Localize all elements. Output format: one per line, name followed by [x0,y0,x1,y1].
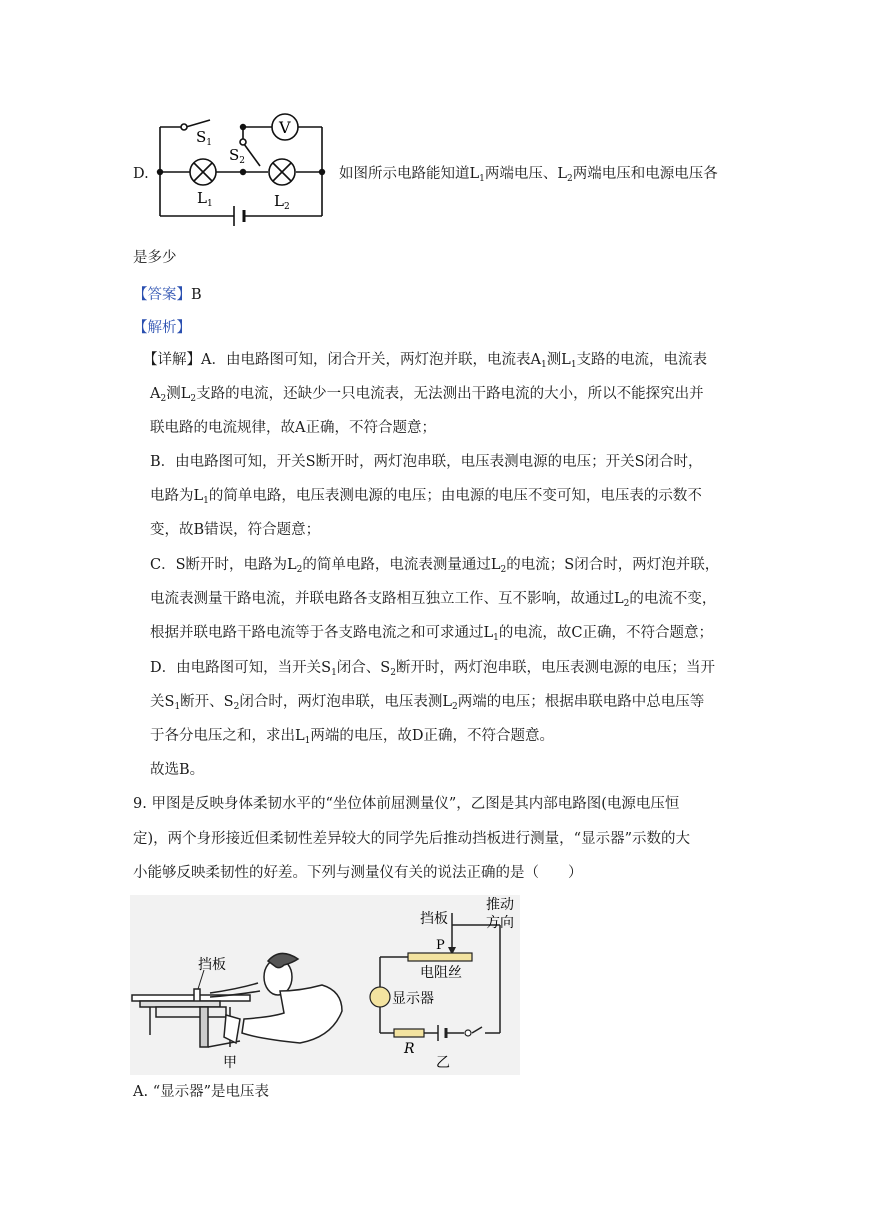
explain-c-line2: 电流表测量干路电流，并联电路各支路相互独立工作、互不影响，故通过$L_2$的电流不变， [150,591,717,609]
yi-slider-p: P [436,938,445,953]
svg-text:S2: $S_2$ [229,146,246,166]
yi-r-label: R [404,1041,415,1057]
explain-b-line1: B．由电路图可知，开关S断开时，两灯泡串联，电压表测电源的电压；开关S闭合时， [150,454,703,470]
jia-baffle-label: 挡板 [198,957,226,973]
explain-c-line1: C．S断开时，电路为$L_2$的简单电路，电流表测量通过$L_2$的电流；S闭合时，两灯泡并联， [150,557,720,575]
yi-display-label: 显示器 [392,991,434,1007]
q9-line1: 9. 甲图是反映身体柔韧水平的“坐位体前屈测量仪”，乙图是其内部电路图(电源电压恒 [133,796,680,812]
explain-a-line1: 【详解】A．由电路图可知，闭合开关，两灯泡并联，电流表$A_1$测$L_1$支路的电流，电流表 [143,352,708,370]
explain-d-line3: 于各分电压之和，求出$L_1$两端的电压，故D正确，不符合题意。 [150,728,554,746]
yi-wire-label: 电阻丝 [420,965,462,981]
figure-jia-sit-and-reach [130,895,520,1075]
explain-conclusion: 故选B。 [150,762,205,778]
explain-b-line3: 变，故B错误，符合题意； [150,522,321,538]
q9-line3: 小能够反映柔韧性的好差。下列与测量仪有关的说法正确的是（ ） [133,865,583,881]
option-d-text-cont: 是多少 [133,250,177,266]
explain-d-line1: D．由电路图可知，当开关$S_1$闭合、$S_2$断开时，两灯泡串联，电压表测电源的电压；当开 [150,660,715,678]
svg-text:L1: $L_1$ [197,189,213,209]
explain-d-line2: 关$S_1$断开、$S_2$闭合时，两灯泡串联，电压表测$L_2$两端的电压；根据串联电路中总电压等 [150,694,705,712]
yi-push-label-2: 方向 [486,915,514,931]
yi-caption: 乙 [436,1055,450,1071]
option-d-label: D. [133,166,149,182]
q9-option-a: A. “显示器”是电压表 [133,1084,270,1100]
jia-caption: 甲 [223,1055,237,1071]
option-d-text: 如图所示电路能知道$L_1$两端电压、$L_2$两端电压和电源电压各 [339,166,718,184]
svg-text:L2: $L_2$ [274,192,290,212]
voltmeter-label: V [279,118,291,137]
yi-push-label-1: 推动 [486,897,514,913]
explain-c-line3: 根据并联电路干路电流等于各支路电流之和可求通过$L_1$的电流，故C正确，不符合题意； [150,625,713,643]
circuit-diagram-d [150,108,332,236]
explain-a-line2: $A_2$测$L_2$支路的电流，还缺少一只电流表，无法测出干路电流的大小，所以不能探究出并 [150,386,704,404]
svg-text:S1: $S_1$ [196,128,213,148]
q9-line2: 定)，两个身形接近但柔韧性差异较大的同学先后推动挡板进行测量，“显示器”示数的大 [133,831,690,847]
explain-a-line3: 联电路的电流规律，故A正确，不符合题意； [150,420,436,436]
answer-line: 【答案】B [133,287,202,303]
yi-baffle-label: 挡板 [420,911,448,927]
explain-b-line2: 电路为$L_1$的简单电路，电压表测电源的电压；由电源的电压不变可知，电压表的示数不 [150,488,702,506]
analysis-label: 【解析】 [133,320,191,336]
